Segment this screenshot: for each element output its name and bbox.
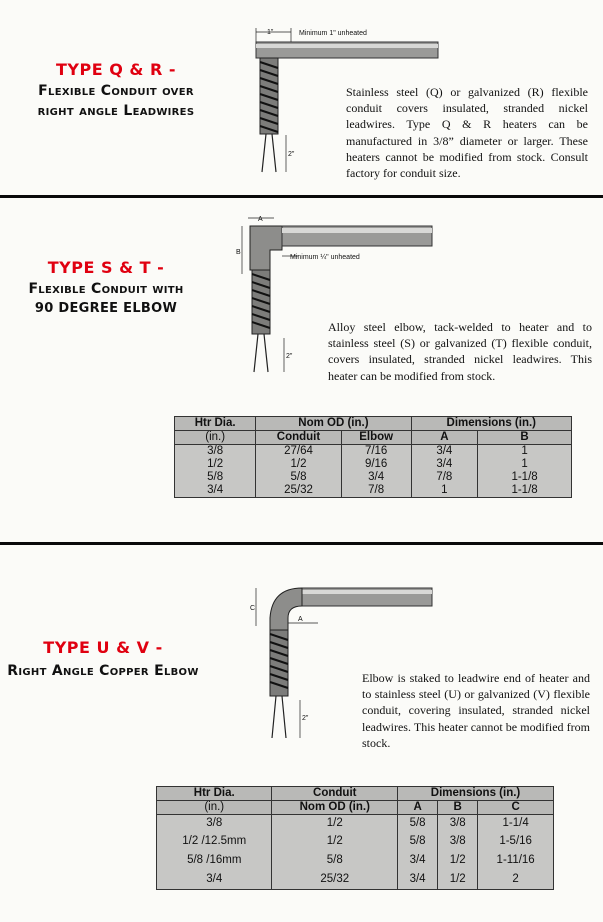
section-uv-subtitle-line-1: Right Angle Copper Elbow bbox=[7, 663, 199, 679]
table-cell: 3/8 bbox=[175, 445, 256, 459]
table-cell: 3/4 bbox=[341, 471, 411, 484]
table-cell: 3/4 bbox=[175, 484, 256, 498]
table-row bbox=[175, 458, 572, 471]
table-row bbox=[175, 445, 572, 459]
table-cell: 1-1/8 bbox=[478, 484, 572, 498]
table-cell: 7/8 bbox=[411, 471, 478, 484]
section-st-title: TYPE S & T - bbox=[47, 258, 165, 277]
section-st-dim-b: B bbox=[236, 249, 241, 256]
table-uv-subheader: A bbox=[398, 801, 438, 815]
table-cell: 1/2 /12.5mm bbox=[157, 832, 272, 851]
section-qr-note: Minimum 1" unheated bbox=[299, 30, 367, 37]
table-cell: 1/2 bbox=[272, 815, 398, 833]
table-cell: 1/2 bbox=[438, 870, 478, 890]
section-qr-dim-lead: 2" bbox=[288, 151, 295, 158]
section-st-subtitle-line-2: 90 DEGREE ELBOW bbox=[34, 301, 178, 316]
section-st-dim-lead: 2" bbox=[286, 353, 293, 360]
table-st-subheader: Elbow bbox=[341, 431, 411, 445]
table-cell: 1-5/16 bbox=[478, 832, 554, 851]
section-st-title-block bbox=[0, 258, 212, 316]
table-cell: 3/8 bbox=[157, 815, 272, 833]
section-st-dim-a: A bbox=[258, 216, 263, 223]
section-qr-title: TYPE Q & R - bbox=[56, 60, 176, 79]
table-cell: 7/16 bbox=[341, 445, 411, 459]
section-uv-title: TYPE U & V - bbox=[43, 638, 163, 657]
section-uv-spec-table bbox=[156, 786, 554, 890]
table-cell: 1 bbox=[478, 445, 572, 459]
table-cell: 2 bbox=[478, 870, 554, 890]
table-cell: 1-1/8 bbox=[478, 471, 572, 484]
table-cell: 1/2 bbox=[175, 458, 256, 471]
table-uv-subheader: (in.) bbox=[157, 801, 272, 815]
table-row bbox=[157, 832, 554, 851]
section-qr-description: Stainless steel (Q) or galvanized (R) flexible conduit covers insulated, stranded nickel leadwires. Type Q & R heaters can be manufactured in 3/8” diameter or larger. These heaters cannot be modified from stock. Consult factory for conduit size. bbox=[346, 85, 588, 181]
table-uv-subheader: Nom OD (in.) bbox=[272, 801, 398, 815]
section-uv-dim-a: A bbox=[298, 616, 303, 623]
table-cell: 3/8 bbox=[438, 815, 478, 833]
section-st-conduit bbox=[252, 270, 270, 334]
table-st-header-htr: Htr Dia. bbox=[175, 417, 256, 431]
table-cell: 1/2 bbox=[256, 458, 341, 471]
table-cell: 1-1/4 bbox=[478, 815, 554, 833]
section-uv-dim-c: C bbox=[250, 605, 256, 612]
table-uv-subheader: C bbox=[478, 801, 554, 815]
table-row bbox=[157, 870, 554, 890]
section-qr-title-block bbox=[0, 60, 232, 119]
table-cell: 1/2 bbox=[438, 851, 478, 870]
section-uv-title-block bbox=[0, 638, 206, 679]
section-uv-description: Elbow is staked to leadwire end of heater and to stainless steel (U) or galvanized (V) flexible conduit, covering insulated, stranded nickel leadwires. This heater cannot be modified from stock. bbox=[362, 671, 590, 750]
table-cell: 7/8 bbox=[341, 484, 411, 498]
table-cell: 5/8 /16mm bbox=[157, 851, 272, 870]
section-qr-dim-top: 1" bbox=[267, 29, 274, 36]
table-cell: 1 bbox=[478, 458, 572, 471]
table-st-header-dimensions: Dimensions (in.) bbox=[411, 417, 571, 431]
table-cell: 3/4 bbox=[411, 458, 478, 471]
table-st-header-nomod: Nom OD (in.) bbox=[256, 417, 411, 431]
section-st-spec-table bbox=[174, 416, 572, 498]
section-divider-2 bbox=[0, 542, 603, 545]
table-cell: 3/4 bbox=[398, 870, 438, 890]
section-st-description: Alloy steel elbow, tack-welded to heater and to stainless steel (S) or galvanized (T) flexible conduit, covers insulated, stranded nickel leadwires. This heater can be modified from stock. bbox=[328, 320, 592, 383]
table-cell: 1 bbox=[411, 484, 478, 498]
table-cell: 27/64 bbox=[256, 445, 341, 459]
table-uv-header-conduit: Conduit bbox=[272, 787, 398, 801]
table-uv-subheader: B bbox=[438, 801, 478, 815]
section-divider-1 bbox=[0, 195, 603, 198]
table-row bbox=[157, 815, 554, 833]
table-row bbox=[157, 851, 554, 870]
table-cell: 1-11/16 bbox=[478, 851, 554, 870]
section-uv-dim-lead: 2" bbox=[302, 715, 309, 722]
table-uv-header-htr: Htr Dia. bbox=[157, 787, 272, 801]
section-st-note: Minimum ¼" unheated bbox=[290, 254, 360, 261]
table-cell: 3/8 bbox=[438, 832, 478, 851]
table-cell: 3/4 bbox=[398, 851, 438, 870]
table-cell: 5/8 bbox=[398, 815, 438, 833]
table-uv-header-dimensions: Dimensions (in.) bbox=[398, 787, 554, 801]
table-st-subheader: B bbox=[478, 431, 572, 445]
table-cell: 3/4 bbox=[411, 445, 478, 459]
table-cell: 1/2 bbox=[272, 832, 398, 851]
section-st-subtitle-line-1: Flexible Conduit with bbox=[28, 281, 184, 297]
section-uv-conduit bbox=[270, 630, 288, 696]
table-st-subheader: (in.) bbox=[175, 431, 256, 445]
table-row bbox=[175, 471, 572, 484]
section-qr-conduit bbox=[260, 58, 278, 134]
table-cell: 25/32 bbox=[256, 484, 341, 498]
table-cell: 5/8 bbox=[272, 851, 398, 870]
table-cell: 5/8 bbox=[398, 832, 438, 851]
table-cell: 5/8 bbox=[175, 471, 256, 484]
section-qr-subtitle-line-2: right angle Leadwires bbox=[37, 103, 195, 119]
table-cell: 5/8 bbox=[256, 471, 341, 484]
table-cell: 9/16 bbox=[341, 458, 411, 471]
table-row bbox=[175, 484, 572, 498]
table-st-subheader: Conduit bbox=[256, 431, 341, 445]
section-qr-subtitle-line-1: Flexible Conduit over bbox=[38, 83, 194, 99]
table-cell: 25/32 bbox=[272, 870, 398, 890]
table-st-subheader: A bbox=[411, 431, 478, 445]
table-cell: 3/4 bbox=[157, 870, 272, 890]
